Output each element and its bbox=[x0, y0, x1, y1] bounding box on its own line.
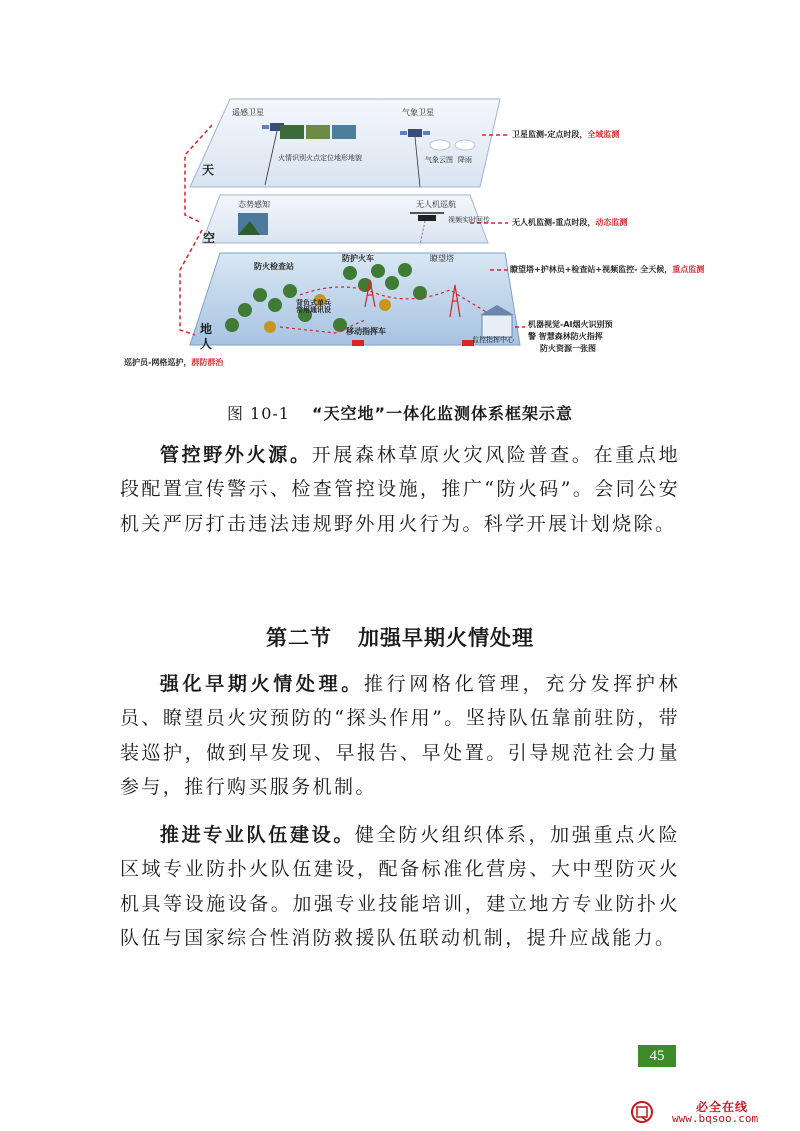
ai-note-line3: 防火资源一张图 bbox=[540, 344, 596, 353]
remote-sat-label: 遥感卫星 bbox=[232, 108, 264, 117]
layer-label-people: 人 bbox=[200, 337, 213, 351]
paragraph-body: 开展森林草原火灾风险普查。在重点地段配置宣传警示、检查管控设施，推广“防火码”。会同公安机关严厉打击违法违规野外用火行为。科学开展计划烧除。 bbox=[120, 444, 680, 535]
cloud-label: 气象云图 bbox=[425, 156, 453, 164]
paragraph-team-building bbox=[120, 818, 680, 955]
center-label: 监控指挥中心 bbox=[472, 336, 514, 344]
figure-number: 图 10-1 bbox=[226, 404, 290, 423]
paragraph-body: 推行网格化管理，充分发挥护林员、瞭望员火灾预防的“探头作用”。坚持队伍靠前驻防，带装巡护，做到早发现、早报告、早处置。引导规范社会力量参与，推行购买服务机制。 bbox=[120, 673, 680, 798]
section-title: 加强早期火情处理 bbox=[358, 626, 534, 650]
section-heading bbox=[0, 622, 800, 652]
page-number: 45 bbox=[638, 1045, 676, 1067]
ai-note-line1: 机器视觉-AI烟火识别预 bbox=[528, 320, 613, 329]
command-car-label: 移动指挥车 bbox=[346, 327, 386, 336]
comm-label: 背负式单兵 常用通讯设 bbox=[296, 299, 331, 314]
paragraph-lead: 强化早期火情处理。 bbox=[159, 673, 364, 695]
paragraph-body: 健全防火组织体系，加强重点火险区域专业防扑火队伍建设，配备标准化营房、大中型防灭火机具等设施设备。加强专业技能培训，建立地方专业防扑火队伍与国家综合性消防救援队伍联动机制，提升应战能力。 bbox=[120, 824, 680, 949]
watermark-logo-icon bbox=[630, 1100, 654, 1124]
layer-label-ground: 地 bbox=[200, 322, 213, 336]
fire-id-label: 火情识别火点定位地形地貌 bbox=[278, 154, 362, 162]
patrol-car-label: 防护火车 bbox=[342, 254, 374, 263]
checkpoint-label: 防火检查站 bbox=[254, 262, 294, 271]
paragraph-early-fire bbox=[120, 667, 680, 804]
weather-sat-label: 气象卫星 bbox=[402, 108, 434, 117]
rain-label: 降雨 bbox=[458, 156, 472, 164]
watermark-name: 必全在线 bbox=[696, 1100, 749, 1114]
watermark-url: www.bqsoo.com bbox=[672, 1112, 759, 1125]
command-car-icon bbox=[352, 340, 364, 346]
tower-monitor-note: 瞭望塔+护林员+检查站+视频监控- 全天候，重点监测 bbox=[510, 265, 705, 274]
monitoring-system-diagram bbox=[120, 95, 705, 385]
layer-label-sky: 天 bbox=[202, 163, 215, 177]
paragraph-lead: 推进专业队伍建设。 bbox=[159, 824, 356, 846]
uav-monitor-note: 无人机监测-重点时段，动态监测 bbox=[512, 218, 628, 227]
tower-label: 瞭望塔 bbox=[430, 254, 454, 263]
uav-label: 无人机巡航 bbox=[416, 200, 456, 209]
patrol-note: 巡护员-网格巡护，群防群治 bbox=[124, 358, 224, 367]
figure-caption bbox=[0, 401, 800, 424]
watermark bbox=[630, 1098, 800, 1128]
paragraph-lead: 管控野外火源。 bbox=[159, 444, 312, 466]
ai-note-line2: 警 智慧森林防火指挥 bbox=[528, 332, 603, 341]
figure-title: “天空地”一体化监测体系框架示意 bbox=[312, 404, 574, 423]
sat-monitor-note: 卫星监测-定点时段，全域监测 bbox=[512, 130, 620, 139]
paragraph-fire-source bbox=[120, 438, 680, 541]
situation-label: 态势感知 bbox=[238, 200, 270, 209]
video-label: 视频实时回传 bbox=[448, 216, 490, 224]
section-number: 第二节 bbox=[266, 626, 332, 650]
layer-label-air: 空 bbox=[203, 231, 216, 245]
